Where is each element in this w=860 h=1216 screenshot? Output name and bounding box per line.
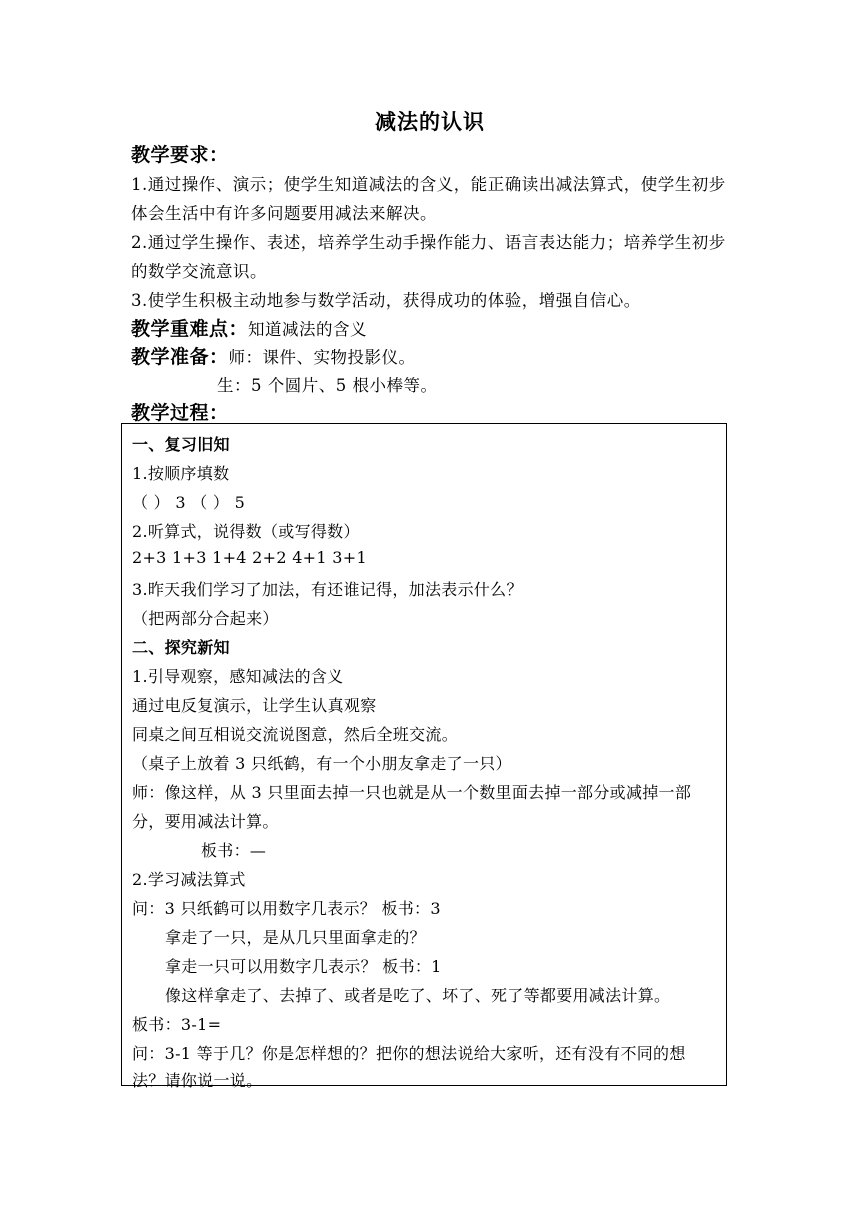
requirements-line: 3.使学生积极主动地参与数学活动，获得成功的体验，增强自信心。 xyxy=(131,291,641,310)
process-line: 问：3-1 等于几？你是怎样想的？把你的想法说给大家听，还有没有不同的想 xyxy=(132,1044,686,1063)
keypoint-row xyxy=(131,314,367,341)
section-heading-review: 一、复习旧知 xyxy=(132,435,230,454)
process-line: 2+3 1+3 1+4 2+2 4+1 3+1 xyxy=(132,548,367,567)
process-line: 师：像这样，从 3 只里面去掉一只也就是从一个数里面去掉一部分或减掉一部 xyxy=(132,783,692,802)
preparation-student: 生：5 个圆片、5 根小棒等。 xyxy=(217,376,438,395)
process-line: 分，要用减法计算。 xyxy=(132,812,279,831)
requirements-line: 的数学交流意识。 xyxy=(131,262,267,281)
preparation-teacher: 师：课件、实物投影仪。 xyxy=(228,348,416,367)
process-line: 1.按顺序填数 xyxy=(132,464,230,483)
process-line: 同桌之间互相说交流说图意，然后全班交流。 xyxy=(132,725,459,744)
process-line: 拿走一只可以用数字几表示？ 板书：1 xyxy=(165,957,442,976)
process-line: 法？请你说一说。 xyxy=(132,1071,263,1090)
requirements-heading: 教学要求： xyxy=(131,144,229,166)
requirements-line: 体会生活中有许多问题要用减法来解决。 xyxy=(131,204,437,223)
requirements-line: 1.通过操作、演示；使学生知道减法的含义，能正确读出减法算式，使学生初步 xyxy=(131,175,726,194)
process-line: （把两部分合起来） xyxy=(132,609,279,628)
process-box xyxy=(121,423,727,1090)
process-line: 像这样拿走了、去掉了、或者是吃了、坏了、死了等都要用减法计算。 xyxy=(165,986,671,1005)
process-line: 拿走了一只，是从几只里面拿走的？ xyxy=(165,928,426,947)
keypoint-text: 知道减法的含义 xyxy=(248,320,368,339)
process-line: （ ） 3 （ ） 5 xyxy=(132,493,246,512)
process-line: 板书：3-1= xyxy=(132,1015,222,1034)
preparation-heading: 教学准备： xyxy=(131,346,229,368)
keypoint-heading: 教学重难点： xyxy=(131,318,249,340)
process-line: 3.昨天我们学习了加法，有还谁记得，加法表示什么？ xyxy=(132,580,523,599)
process-line: 通过电反复演示，让学生认真观察 xyxy=(132,696,377,715)
section-heading-explore: 二、探究新知 xyxy=(132,638,230,657)
process-line: （桌子上放着 3 只纸鹤，有一个小朋友拿走了一只） xyxy=(132,754,512,773)
process-line: 2.学习减法算式 xyxy=(132,870,246,889)
requirements-line: 2.通过学生操作、表述，培养学生动手操作能力、语言表达能力；培养学生初步 xyxy=(131,233,726,252)
preparation-row xyxy=(131,342,416,369)
process-line: 1.引导观察，感知减法的含义 xyxy=(132,667,344,686)
process-line: 问：3 只纸鹤可以用数字几表示？ 板书：3 xyxy=(132,899,441,918)
page-title: 减法的认识 xyxy=(375,109,485,134)
process-heading: 教学过程： xyxy=(131,402,229,424)
process-line: 2.听算式，说得数（或写得数） xyxy=(132,522,360,541)
process-line: 板书：— xyxy=(201,841,267,860)
